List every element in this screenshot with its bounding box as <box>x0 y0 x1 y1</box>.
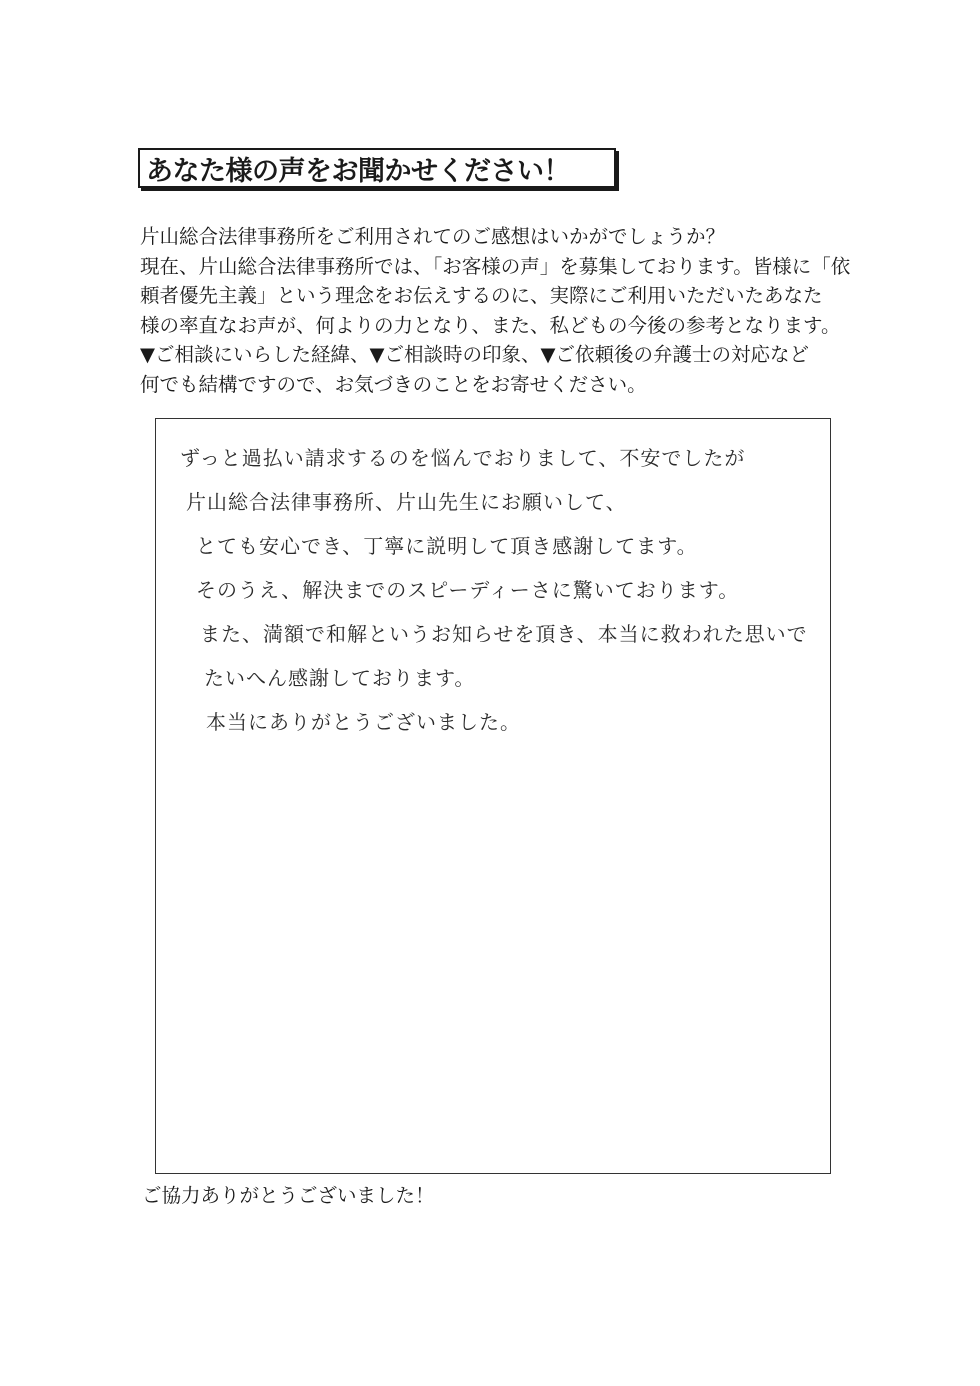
intro-line: ▼ご相談にいらした経緯、▼ご相談時の印象、▼ご依頼後の弁護士の対応など <box>140 343 809 366</box>
intro-line: 様の率直なお声が、何よりの力となり、また、私どもの今後の参考となります。 <box>140 313 841 337</box>
intro-line: 現在、片山総合法律事務所では、「お客様の声」を募集しております。皆様に「依 <box>140 254 851 278</box>
response-line: たいへん感謝しております。 <box>204 666 476 690</box>
response-line: とても安心でき、丁寧に説明して頂き感謝してます。 <box>196 534 698 558</box>
response-line: 片山総合法律事務所、片山先生にお願いして、 <box>186 490 627 514</box>
handwritten-response <box>180 436 820 744</box>
response-line: また、満額で和解というお知らせを頂き、本当に救われた思いで <box>200 622 808 646</box>
page-title: あなた様の声をお聞かせください！ <box>146 155 570 187</box>
response-line: そのうえ、解決までのスピーディーさに驚いております。 <box>196 578 740 602</box>
intro-line: 頼者優先主義」という理念をお伝えするのに、実際にご利用いただいたあなた <box>140 284 823 307</box>
intro-paragraph <box>140 222 860 399</box>
intro-line: 片山総合法律事務所をご利用されてのご感想はいかがでしょうか？ <box>140 225 726 248</box>
title-banner <box>138 148 616 188</box>
intro-line: 何でも結構ですので、お気づきのことをお寄せください。 <box>140 372 647 396</box>
thank-you-note: ご協力ありがとうございました！ <box>142 1184 435 1207</box>
response-line: 本当にありがとうございました。 <box>206 710 521 734</box>
response-line: ずっと過払い請求するのを悩んでおりまして、不安でしたが <box>180 446 746 470</box>
